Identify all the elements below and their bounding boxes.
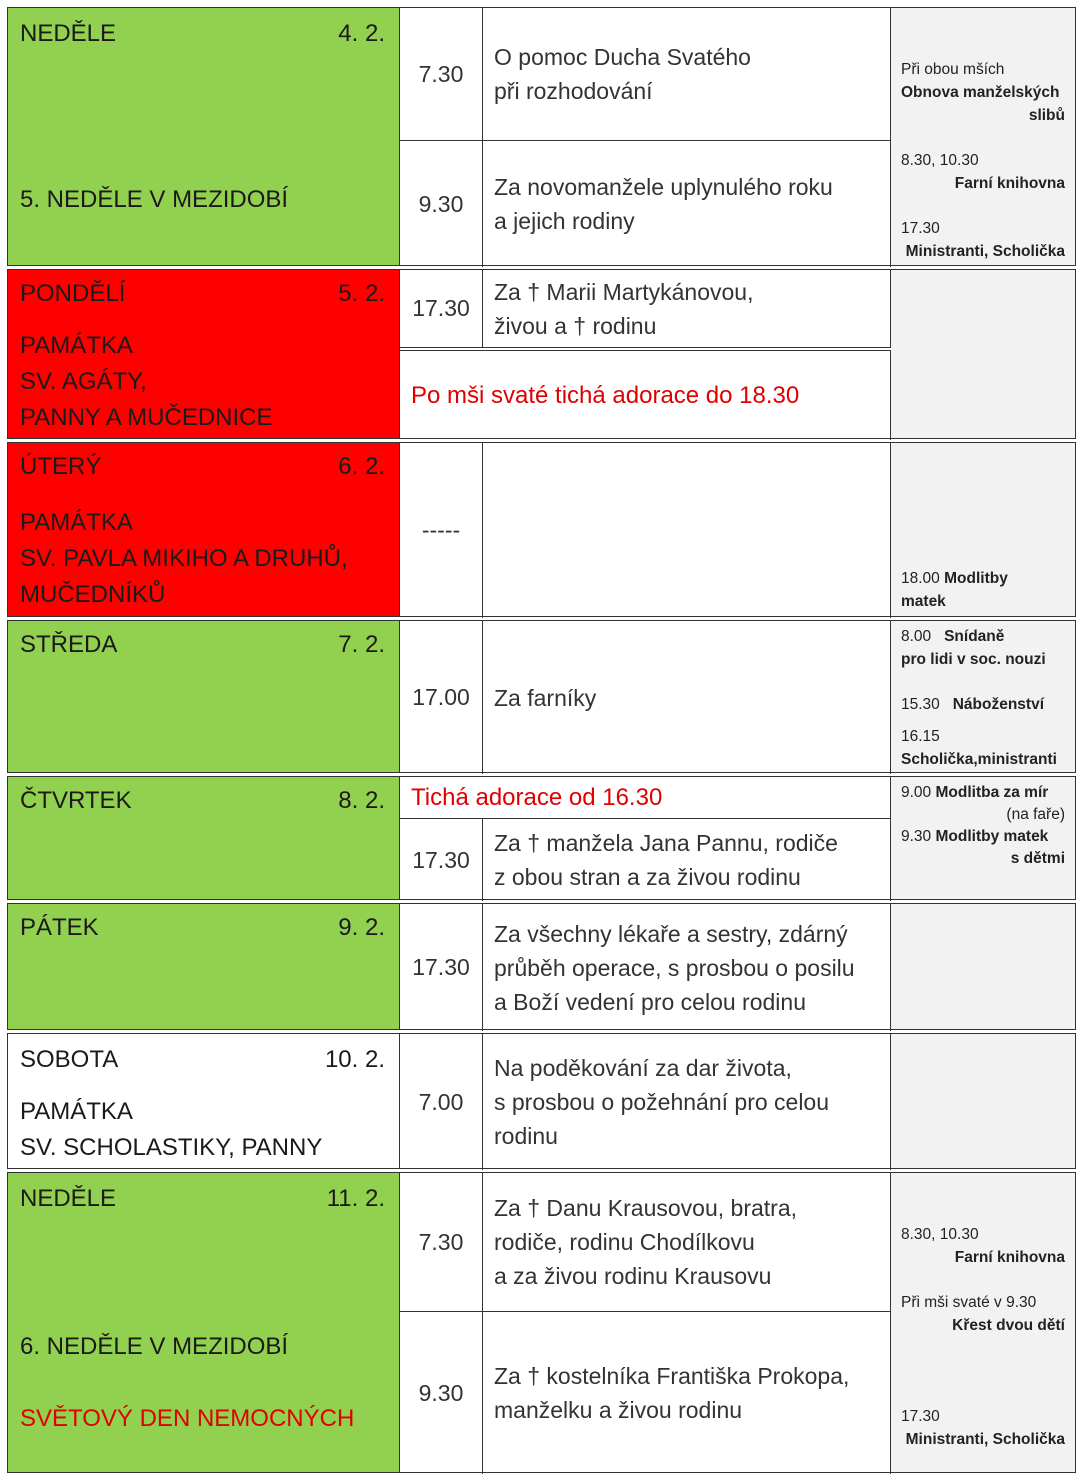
day-row-friday (7, 903, 1076, 1030)
side-note: Obnova manželských (901, 84, 1060, 101)
feast-title (20, 505, 348, 613)
feast-line: PAMÁTKA (20, 509, 133, 536)
day-name: NEDĚLE (20, 20, 117, 47)
side-notes (891, 904, 1075, 1029)
day-date: 8. 2. (338, 787, 385, 814)
mass-time: 7.30 (400, 1173, 483, 1311)
intention-line: z obou stran a za živou rodinu (494, 864, 801, 890)
day-name: SOBOTA (20, 1046, 119, 1073)
mass-intention (483, 1034, 891, 1170)
day-name: ČTVRTEK (20, 787, 132, 814)
side-note-label: Náboženství (952, 696, 1045, 713)
day-label (8, 904, 400, 1029)
mass-intention (483, 904, 891, 1031)
feast-title (20, 1094, 322, 1166)
side-note: pro lidi v soc. nouzi (901, 651, 1046, 668)
side-note: Farní knihovna (954, 1249, 1065, 1266)
side-note: Scholička,ministranti (901, 751, 1057, 768)
feast-line: SV. SCHOLASTIKY, PANNY (20, 1134, 323, 1161)
side-note-time: 8.00 (901, 628, 932, 645)
side-note (901, 570, 1065, 588)
side-notes (891, 777, 1075, 899)
side-notes (891, 1034, 1075, 1168)
side-note (901, 828, 1065, 846)
day-label (8, 1173, 400, 1472)
feast-line: MUČEDNÍKŮ (20, 581, 166, 608)
side-note (901, 784, 1065, 802)
intention-line: Za novomanžele uplynulého roku (494, 174, 833, 200)
side-notes (891, 621, 1075, 772)
day-row-saturday (7, 1033, 1076, 1169)
mass-time: 17.30 (400, 904, 483, 1031)
side-note: slibů (1028, 107, 1065, 124)
feast-line: PAMÁTKA (20, 332, 133, 359)
mass-intention (483, 1312, 891, 1474)
side-note-label: Modlitba za mír (935, 784, 1049, 801)
intention-line: živou a † rodinu (494, 312, 657, 339)
side-note: Ministranti, Scholička (905, 243, 1065, 260)
mass-time: 7.00 (400, 1034, 483, 1170)
mass-time: 17.30 (400, 270, 483, 347)
side-note: (na faře) (1006, 806, 1065, 823)
side-notes (891, 270, 1075, 438)
side-note: s dětmi (1010, 850, 1065, 867)
day-name: PONDĚLÍ (20, 280, 126, 307)
intention-line: Za všechny lékaře a sestry, zdárný (494, 920, 848, 947)
adoration-note: Tichá adorace od 16.30 (400, 777, 891, 818)
day-row-thursday (7, 776, 1076, 900)
day-row-sunday-4-2 (7, 7, 1076, 266)
side-notes (891, 8, 1075, 265)
feast-title: 6. NEDĚLE V MEZIDOBÍ (20, 1333, 289, 1360)
intention-line: průběh operace, s prosbou o posilu (494, 954, 855, 981)
intention-line: Na poděkování za dar života, (494, 1055, 792, 1081)
side-note-label: Snídaně (944, 628, 1005, 645)
intention-line: s prosbou o požehnání pro celou (494, 1089, 830, 1115)
side-note (901, 628, 1065, 646)
side-note: Ministranti, Scholička (905, 1431, 1065, 1448)
side-note (901, 696, 1065, 714)
feast-title: 5. NEDĚLE V MEZIDOBÍ (20, 186, 289, 213)
intention-line: rodiče, rodinu Chodílkovu (494, 1229, 755, 1255)
side-notes (891, 443, 1075, 616)
mass-time: 9.30 (400, 141, 483, 267)
mass-intention (483, 1173, 891, 1311)
side-note: Farní knihovna (954, 175, 1065, 192)
day-row-monday (7, 269, 1076, 439)
side-note: 17.30 (901, 1408, 940, 1425)
intention-line: Za † Marii Martykánovou, (494, 278, 754, 305)
side-note: 17.30 (901, 220, 940, 237)
mass-time: 7.30 (400, 8, 483, 140)
mass-intention (483, 621, 891, 774)
side-note-label: Modlitby matek (935, 828, 1049, 845)
day-row-wednesday (7, 620, 1076, 773)
day-date: 11. 2. (326, 1185, 385, 1212)
day-date: 10. 2. (324, 1046, 385, 1073)
day-date: 9. 2. (338, 914, 385, 941)
feast-line: PANNY A MUČEDNICE (20, 404, 273, 431)
mass-time: 9.30 (400, 1312, 483, 1474)
side-note: Při obou mších (901, 61, 1005, 78)
side-notes (891, 1173, 1075, 1472)
intention-line: O pomoc Ducha Svatého (494, 44, 751, 70)
intention-line: Za farníky (494, 684, 597, 711)
intention-line: Za † manžela Jana Pannu, rodiče (494, 830, 838, 856)
side-note-label: Modlitby (944, 570, 1008, 587)
side-note: 16.15 (901, 728, 940, 745)
side-note: Při mši svaté v 9.30 (901, 1294, 1037, 1311)
day-label (8, 443, 400, 616)
side-note-time: 15.30 (901, 696, 940, 713)
day-row-sunday-11-2 (7, 1172, 1076, 1473)
feast-line: SV. AGÁTY, (20, 368, 147, 395)
day-date: 7. 2. (338, 631, 385, 658)
day-row-tuesday (7, 442, 1076, 617)
mass-intention (483, 819, 891, 901)
mass-intention (483, 141, 891, 267)
parish-schedule (7, 7, 1076, 1476)
intention-line: Za † Danu Krausovou, bratra, (494, 1195, 797, 1221)
world-day-title: SVĚTOVÝ DEN NEMOCNÝCH (20, 1405, 355, 1432)
day-label (8, 621, 400, 772)
intention-line: a za živou rodinu Krausovu (494, 1263, 772, 1289)
mass-time: ----- (400, 443, 483, 618)
intention-line: manželku a živou rodinu (494, 1397, 743, 1423)
mass-intention (483, 443, 891, 618)
intention-line: Za † kostelníka Františka Prokopa, (494, 1363, 850, 1389)
divider (400, 347, 891, 348)
side-note: Křest dvou dětí (952, 1317, 1065, 1334)
day-name: STŘEDA (20, 631, 118, 658)
day-date: 6. 2. (338, 453, 385, 480)
side-note-time: 9.00 (901, 784, 932, 801)
side-note: matek (901, 593, 946, 610)
day-label (8, 270, 400, 438)
day-name: NEDĚLE (20, 1185, 117, 1212)
mass-intention (483, 270, 891, 347)
day-label (8, 777, 400, 899)
side-note-time: 18.00 (901, 570, 940, 587)
mass-time: 17.30 (400, 819, 483, 901)
intention-line: a Boží vedení pro celou rodinu (494, 988, 806, 1015)
intention-line: a jejich rodiny (494, 208, 635, 234)
day-date: 4. 2. (338, 20, 385, 47)
side-note: 8.30, 10.30 (901, 152, 979, 169)
adoration-note: Po mši svaté tichá adorace do 18.30 (400, 351, 891, 440)
day-label (8, 1034, 400, 1168)
side-note-time: 9.30 (901, 828, 932, 845)
intention-line: při rozhodování (494, 78, 653, 104)
day-name: ÚTERÝ (20, 453, 102, 480)
day-label (8, 8, 400, 265)
mass-intention (483, 8, 891, 140)
feast-title (20, 328, 273, 436)
day-date: 5. 2. (338, 280, 385, 307)
feast-line: SV. PAVLA MIKIHO A DRUHŮ, (20, 545, 348, 572)
day-name: PÁTEK (20, 914, 99, 941)
feast-line: PAMÁTKA (20, 1098, 133, 1125)
intention-line: rodinu (494, 1123, 558, 1149)
mass-time: 17.00 (400, 621, 483, 774)
side-note: 8.30, 10.30 (901, 1226, 979, 1243)
